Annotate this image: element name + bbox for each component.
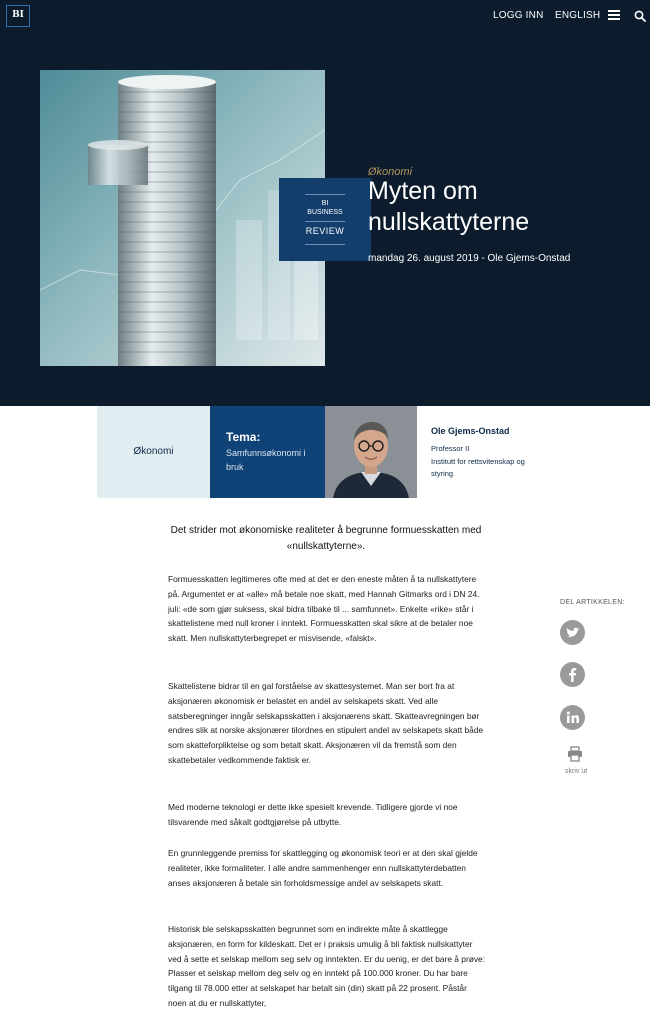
category-tile-label: Økonomi: [133, 446, 174, 457]
author-name[interactable]: Ole Gjems-Onstad: [431, 426, 510, 436]
author-role: Professor II: [431, 444, 470, 453]
theme-label: Tema:: [226, 430, 261, 444]
facebook-icon[interactable]: [560, 662, 585, 687]
category-tile[interactable]: [97, 406, 210, 498]
theme-text: Samfunnsøkonomi i bruk: [226, 448, 306, 472]
english-link[interactable]: ENGLISH: [555, 10, 601, 21]
badge-review-text: REVIEW: [305, 226, 345, 236]
login-link[interactable]: LOGG INN: [493, 10, 544, 21]
article-paragraph-3: Med moderne teknologi er dette ikke spesielt krevende. Tidligere gjorde vi noe tilsvarende med såkalt godtgjørelse på utbytte.: [168, 802, 458, 827]
share-label: DEL ARTIKKELEN:: [560, 599, 625, 606]
article-paragraph-4: En grunnleggende premiss for skattlegging og økonomisk teori er at den skal gjelde realiteter, ikke formaliteter. I alle andre sammenhenger enn nullskattyterdebatten anses aksjonæren å betale sin forholdsmessige andel av selskapets skatt.: [168, 848, 478, 888]
article-paragraph-2: Skattelistene bidrar til en gal forståelse av skattesystemet. Man ser bort fra at aksjonæren økonomisk er belastet en andel av selskapets skatt. Ved alle satsberegninger inngår selskapsskatten i aksjonærens skatt. Skatteavregningen bør endres slik at norske aksjonærer tilordnes en stipulert andel av selskapets skatt både som skatteforpliktelse og som betalt skatt. Aksjonæren vil da fremstå som den skattebetaler vedkommende faktisk er.: [168, 681, 484, 765]
print-label[interactable]: skriv ut: [565, 768, 588, 775]
theme-tile[interactable]: [210, 406, 325, 498]
author-institute[interactable]: Institutt for rettsvitenskap og styring: [431, 457, 525, 478]
author-photo[interactable]: [325, 406, 417, 498]
search-icon[interactable]: [634, 9, 646, 21]
article-paragraph-1: Formuesskatten legitimeres ofte med at det er den eneste måten å ta nullskattytere på. Argumentet er at «alle» må betale noe skatt, med Hannah Gitmarks ord i DN 24. juli: «de som gjør suksess, skal bidra tilbake til ... samfunnet». Enkelte «rike» står i skattelistene med null kroner i inntekt. Formuesskatten skal sikre at de betaler noe skatt. Men nullskattyterbegrepet er misvisende, «falskt».: [168, 574, 480, 644]
twitter-icon[interactable]: [560, 620, 585, 645]
business-review-badge: [279, 178, 371, 261]
article-byline: mandag 26. august 2019 - Ole Gjems-Onstad: [368, 253, 571, 264]
print-icon[interactable]: [567, 746, 583, 762]
badge-bi-text: BI: [321, 200, 329, 207]
top-navigation: [0, 0, 650, 32]
article-title: Myten om nullskattyterne: [368, 177, 530, 236]
article-category[interactable]: Økonomi: [368, 166, 413, 178]
bi-logo[interactable]: BI: [6, 5, 30, 27]
hamburger-menu-icon[interactable]: [608, 10, 620, 20]
linkedin-icon[interactable]: [560, 705, 585, 730]
article-lead: Det strider mot økonomiske realiteter å begrunne formuesskatten med «nullskattyterne».: [170, 525, 482, 552]
article-paragraph-5: Historisk ble selskapsskatten begrunnet som en indirekte måte å skattlegge aksjonæren, en form for kildeskatt. Det er i praksis umulig å bli faktisk nullskattyter ved å sette et selskap mellom seg selv og inntekten. Er du uenig, er det bare å prøve: Plasser et selskap mellom deg selv og en inntekt på 100.000 kroner. Du har bare tilgang til 78.000 etter at selskapet har betalt sin (din) skatt på 22 prosent. Påstår noen at du er nullskattyter,: [168, 924, 486, 1008]
badge-business-text: BUSINESS: [307, 209, 343, 216]
hero-section: [0, 0, 650, 406]
